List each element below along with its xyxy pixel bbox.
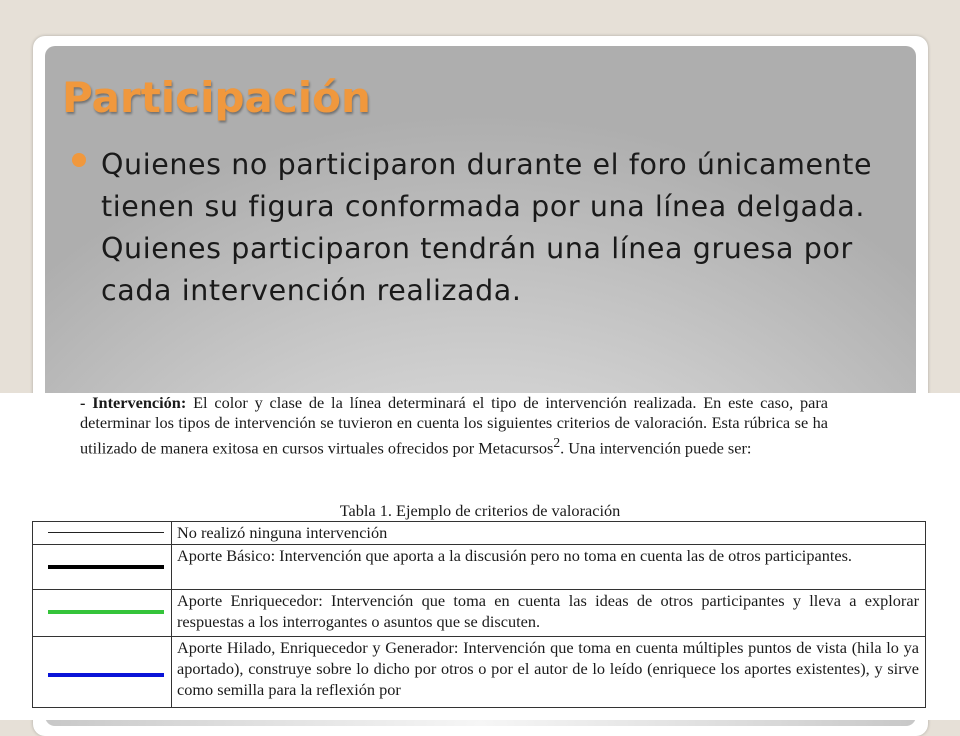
bullet-dot-icon (72, 153, 86, 167)
paragraph-end: . Una intervención puede ser: (560, 438, 752, 458)
green-line-sample (48, 610, 164, 614)
thin-line-sample (48, 532, 164, 533)
table-row (33, 522, 926, 545)
line-sample-cell (33, 590, 172, 637)
paragraph-body: El color y clase de la línea determinará el tipo de intervención realizada. En este caso, para determinar los tipos de intervención se tuvieron en cuenta los siguientes criterios de valoración. Esta rúbrica se ha utilizado de manera exitosa en cursos virtuales ofrecidos por Metacursos (80, 393, 829, 458)
bullet-text: Quienes no participaron durante el foro únicamente tienen su figura conformada por una línea delgada. Quienes participaron tendrán una línea gruesa por cada intervención realizada. (101, 148, 873, 307)
table-row (33, 545, 926, 590)
slide-title: Participación (62, 73, 371, 122)
line-sample-cell (33, 637, 172, 708)
line-sample-cell (33, 522, 172, 545)
criteria-description: Aporte Enriquecedor: Intervención que toma en cuenta las ideas de otros participantes y lleva a explorar respuestas a los interrogantes o asuntos que se discuten. (172, 590, 926, 637)
blue-line-sample (48, 673, 164, 677)
criteria-description: No realizó ninguna intervención (172, 522, 926, 545)
table-row (33, 637, 926, 708)
table-caption: Tabla 1. Ejemplo de criterios de valoración (339, 501, 621, 520)
excerpt-paragraph (80, 393, 828, 458)
criteria-table (32, 521, 926, 708)
intervention-label: - Intervención: (80, 393, 187, 412)
table-row (33, 590, 926, 637)
criteria-description: Aporte Hilado, Enriquecedor y Generador: Intervención que toma en cuenta múltiples puntos de vista (hila lo ya aportado), construye sobre lo dicho por otros o por el autor de lo leído (enriquece los aportes existentes), y sirve como semilla para la reflexión por (172, 637, 926, 708)
document-excerpt-image (0, 393, 960, 720)
black-line-sample (48, 565, 164, 569)
line-sample-cell (33, 545, 172, 590)
criteria-description: Aporte Básico: Intervención que aporta a la discusión pero no toma en cuenta las de otros participantes. (172, 545, 926, 590)
footnote-mark: 2 (553, 435, 561, 450)
